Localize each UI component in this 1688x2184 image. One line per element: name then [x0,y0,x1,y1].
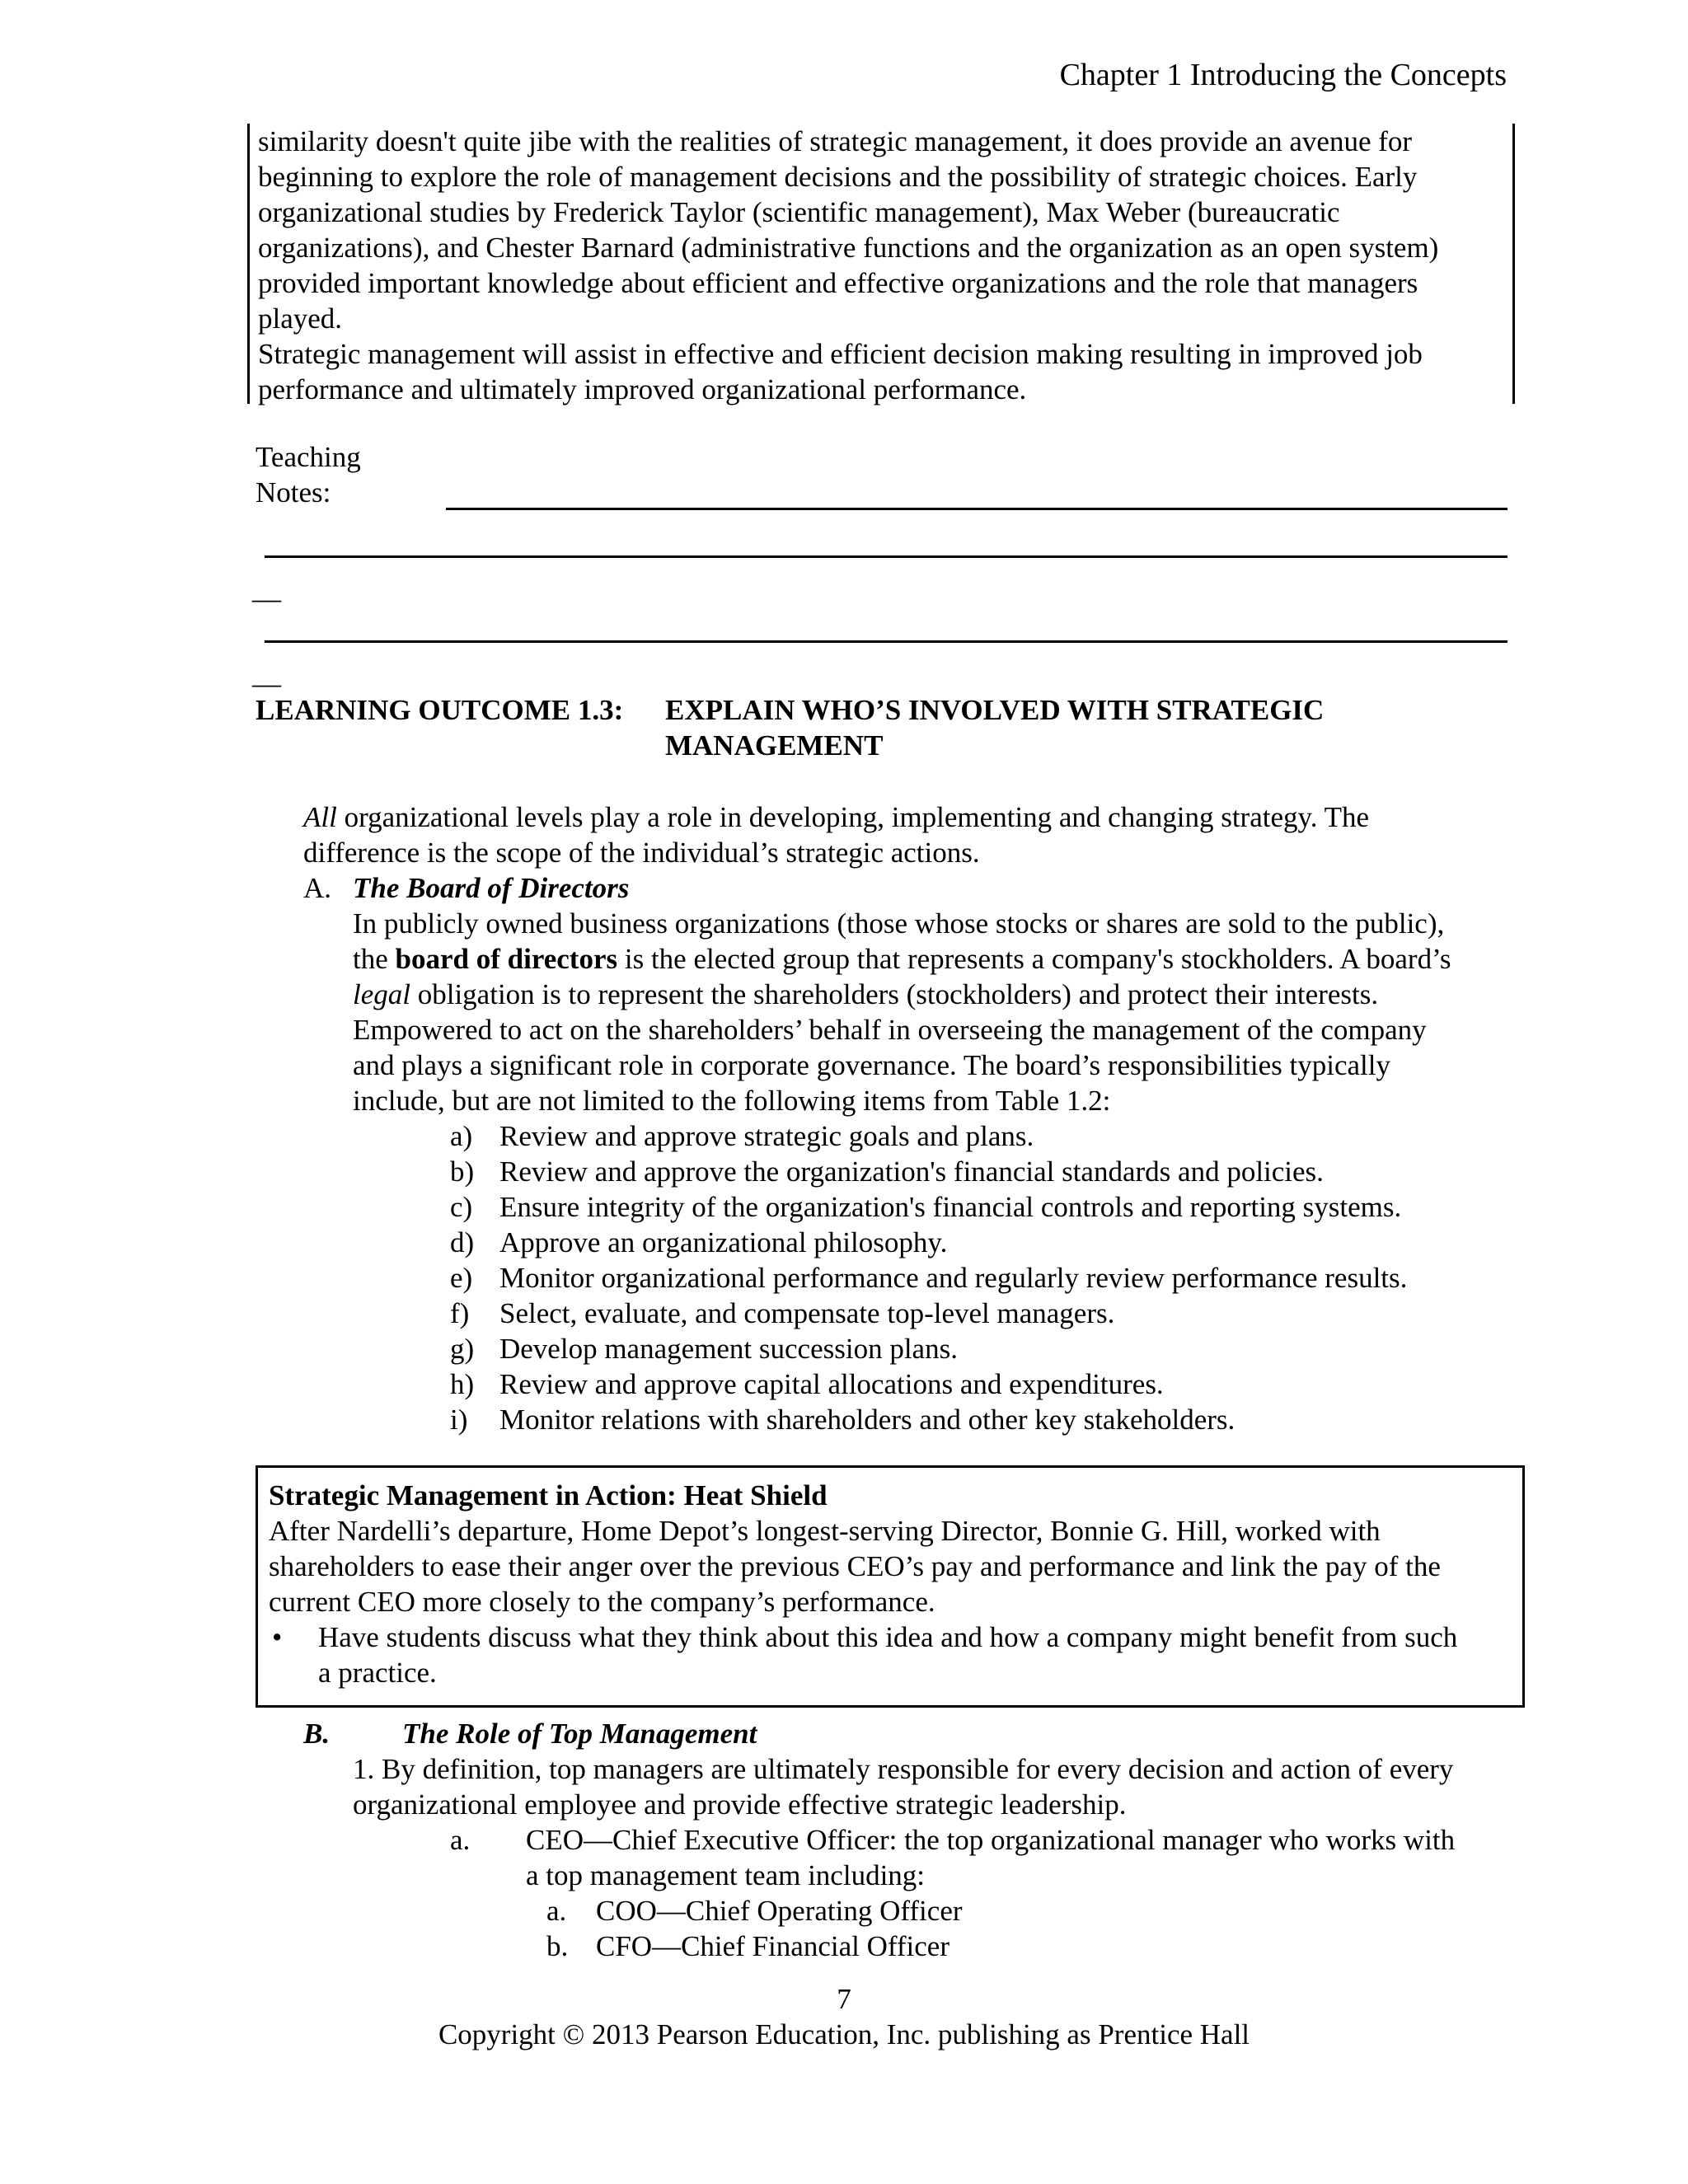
intro-paragraph-line: difference is the scope of the individual’s strategic actions. [303,837,980,869]
list-marker: d) [450,1226,475,1258]
intro-line: Strategic management will assist in effective and efficient decision making resulting in improved job [258,338,1423,370]
list-text: Develop management succession plans. [499,1333,958,1365]
teaching-notes-label [256,439,361,510]
notes-dash: __ [252,658,281,690]
list-text: Review and approve capital allocations and expenditures. [499,1368,1164,1400]
teaching-notes-label-line: Teaching [256,441,361,473]
list-text: Monitor organizational performance and regularly review performance results. [499,1262,1408,1294]
text: organizational levels play a role in developing, implementing and changing strategy. The [336,801,1370,833]
emphasis: All [303,801,337,833]
list-item [450,1189,1401,1225]
team-item [546,1929,950,1964]
learning-outcome-number: LEARNING OUTCOME 1.3: [256,694,624,726]
list-marker: b) [450,1155,475,1188]
list-item [450,1225,947,1260]
list-text: Approve an organizational philosophy. [499,1226,948,1258]
teaching-notes-label-line: Notes: [256,476,331,509]
notes-line-2 [265,555,1507,558]
body-line: In publicly owned business organizations (those whose stocks or shares are sold to the public), [353,907,1445,940]
intro-line: played. [258,302,343,335]
intro-line: similarity doesn't quite jibe with the realities of strategic management, it does provide an avenue for [258,125,1413,157]
body-line: and plays a significant role in corporate governance. The board’s responsibilities typically [353,1049,1390,1081]
list-marker: f) [450,1297,470,1329]
action-box-bullet [269,1619,1512,1690]
body-line: 1. By definition, top managers are ultimately responsible for every decision and action of every [353,1753,1454,1785]
list-text: Ensure integrity of the organization's financial controls and reporting systems. [499,1191,1402,1223]
action-box-line: After Nardelli’s departure, Home Depot’s longest-serving Director, Bonnie G. Hill, worked with [269,1515,1381,1547]
list-item [450,1366,1164,1402]
intro-line: provided important knowledge about efficient and effective organizations and the role that managers [258,267,1418,299]
section-b-title: The Role of Top Management [402,1718,757,1750]
list-marker: e) [450,1262,473,1294]
intro-line: performance and ultimately improved organizational performance. [258,373,1027,405]
strategic-action-box [256,1465,1525,1708]
intro-paragraph [303,799,1369,870]
action-box-line: shareholders to ease their anger over the previous CEO’s pay and performance and link the pay of the [269,1550,1441,1582]
list-text: Review and approve the organization's financial standards and policies. [499,1155,1324,1188]
list-text: Review and approve strategic goals and plans. [499,1120,1034,1152]
learning-outcome-title [665,692,1324,763]
action-box-line: current CEO more closely to the company’s performance. [269,1586,935,1618]
text: obligation is to represent the shareholders (stockholders) and protect their interests. [410,978,1379,1010]
action-box-title: Strategic Management in Action: Heat Shield [269,1479,828,1511]
notes-line-1 [446,508,1507,510]
page-number: 7 [837,1983,851,2015]
learning-outcome-title-line: EXPLAIN WHO’S INVOLVED WITH STRATEGIC [665,694,1325,726]
ceo-item-line: a top management team including: [526,1859,926,1891]
ceo-item-line: CEO—Chief Executive Officer: the top organizational manager who works with [526,1824,1456,1856]
list-item [450,1260,1407,1296]
list-text: CFO—Chief Financial Officer [596,1930,950,1962]
notes-line-3 [265,640,1507,643]
bold-term: board of directors [395,943,618,975]
list-text: COO—Chief Operating Officer [596,1895,963,1927]
intro-line: beginning to explore the role of management decisions and the possibility of strategic choices. Early [258,161,1418,193]
list-marker: h) [450,1368,475,1400]
chapter-header: Chapter 1 Introducing the Concepts [1059,58,1507,92]
bullet-line: a practice. [318,1657,437,1689]
body-line: Empowered to act on the shareholders’ behalf in overseeing the management of the company [353,1014,1427,1046]
section-b-body [353,1751,1453,1822]
text: the [353,943,396,975]
ceo-item [526,1822,1455,1893]
list-item [450,1331,958,1366]
list-marker: b. [546,1930,569,1962]
section-a-marker: A. [303,872,332,904]
list-item [450,1118,1034,1154]
list-marker: a) [450,1120,473,1152]
body-line [353,977,1451,1012]
intro-paragraph-line [303,799,1369,835]
emphasis: legal [353,978,410,1010]
list-marker: c) [450,1191,473,1223]
list-text: Select, evaluate, and compensate top-level managers. [499,1297,1115,1329]
list-item [450,1402,1235,1437]
intro-line: organizations), and Chester Barnard (administrative functions and the organization as an open system) [258,232,1439,264]
section-b-heading [303,1716,757,1751]
body-line: include, but are not limited to the following items from Table 1.2: [353,1085,1111,1117]
ceo-item-marker: a. [450,1824,471,1856]
section-b-marker: B. [303,1718,331,1750]
intro-line: organizational studies by Frederick Taylor (scientific management), Max Weber (bureaucratic [258,196,1340,228]
bullet-icon: • [272,1621,283,1653]
section-a-title: The Board of Directors [353,872,630,904]
section-a-body [353,906,1451,1118]
body-line: organizational employee and provide effective strategic leadership. [353,1788,1127,1821]
team-item [546,1893,963,1929]
learning-outcome-title-line: MANAGEMENT [665,729,884,762]
section-a-heading [303,870,630,906]
list-item [450,1154,1324,1189]
list-text: Monitor relations with shareholders and other key stakeholders. [499,1404,1236,1436]
intro-box [247,124,1515,404]
list-marker: a. [546,1895,567,1927]
bullet-line: Have students discuss what they think about this idea and how a company might benefit from such [318,1621,1458,1653]
list-marker: i) [450,1404,468,1436]
text: is the elected group that represents a company's stockholders. A board’s [617,943,1451,975]
list-marker: g) [450,1333,475,1365]
list-item [450,1296,1114,1331]
notes-dash: __ [252,573,281,605]
copyright: Copyright © 2013 Pearson Education, Inc. publishing as Prentice Hall [438,2018,1250,2050]
body-line [353,941,1451,977]
